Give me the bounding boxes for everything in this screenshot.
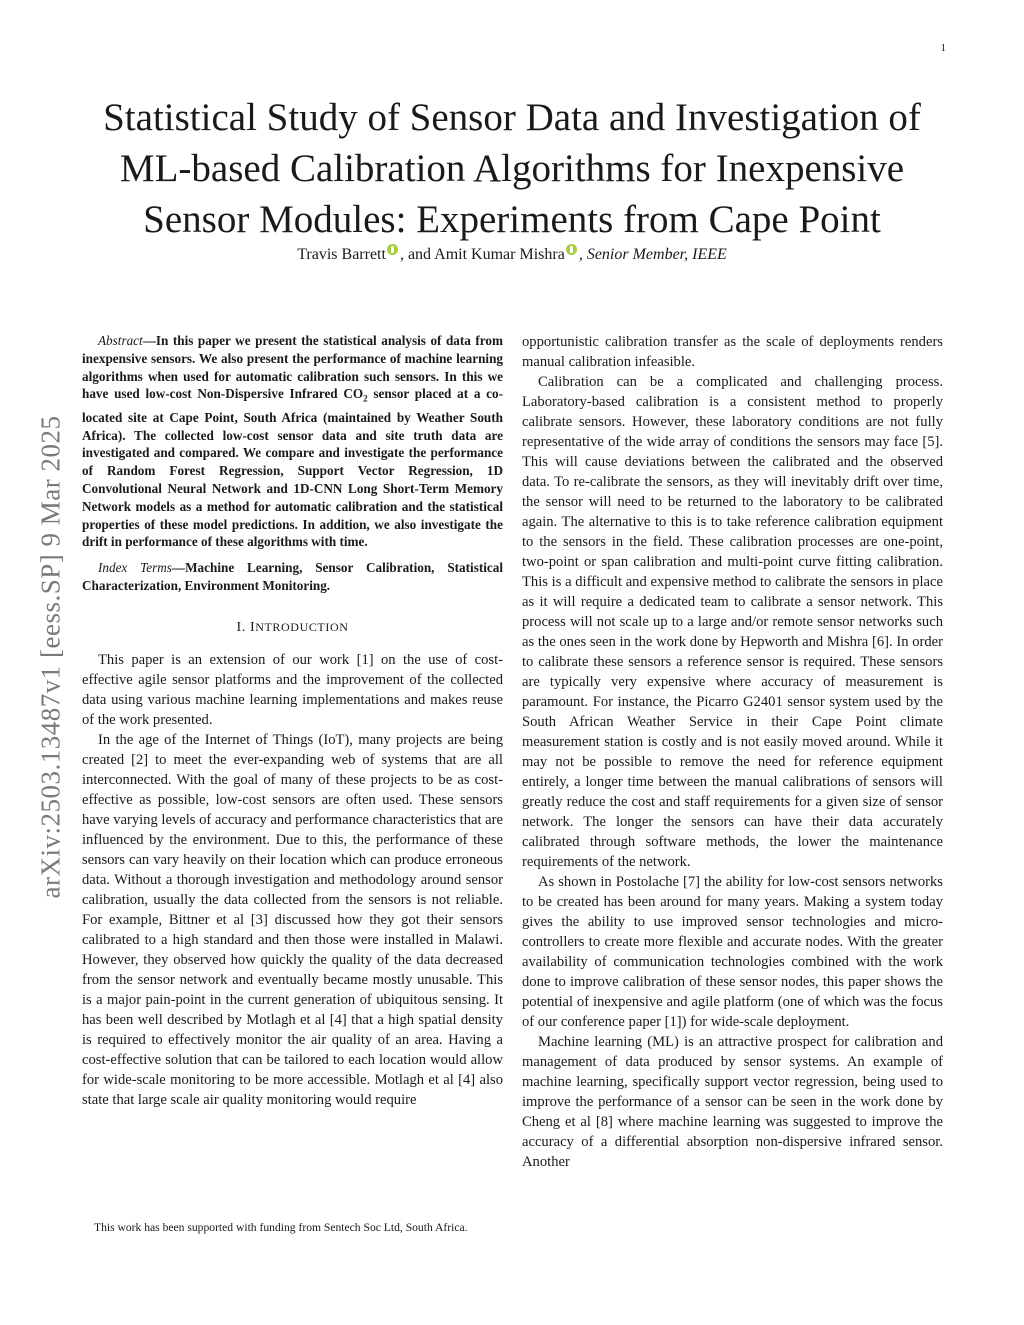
paragraph: Machine learning (ML) is an attractive prospect for calibration and management of data produced by sensor systems. An example of machine learning, specifically support vector regression, being used to improve the performance of a sensor can be seen in the work done by Cheng et al [8] where machine learning was suggested to improve the accuracy of a differential absorption non-dispersive infrared sensor. Another — [522, 1034, 943, 1170]
paragraph: As shown in Postolache [7] the ability for low-cost sensors networks to be created has been around for many years. Making a system today gives the ability to use improved sensor technologies and micro-controllers to create more flexible and accurate nodes. With the greater availability of communication technologies combined with the work done to improve calibration of these sensor nodes, this paper shows the potential of inexpensive and agile platform (one of which was the focus of our conference paper [1]) for wide-scale deployment. — [522, 874, 943, 1030]
paragraph: This paper is an extension of our work [1] on the use of cost-effective agile sensor platforms and the improvement of the collected data using various machine learning implementations and makes reuse of the work presented. — [82, 651, 503, 728]
title-line: Statistical Study of Sensor Data and Investigation of — [103, 96, 921, 139]
author-separator: , and — [399, 246, 435, 263]
footnote: This work has been supported with funding from Sentech Soc Ltd, South Africa. — [94, 1221, 468, 1234]
abstract: Abstract—In this paper we present the statistical analysis of data from inexpensive sensors. We also present the performance of machine learning algorithms when used for automatic calibration such sensors. In this we have used low-cost Non-Dispersive Infrared $CO_2$ sensor placed at a co-located site at Cape Point, South Africa (maintained by Weather South Africa). The collected low-cost sensor data and site truth data are investigated and compared. We compare and investigate the performance of Random Forest Regression, Support Vector Regression, 1D Convolutional Neural Network and 1D-CNN Long Short-Term Memory Network models as a method for automatic calibration and the statistical properties of these model predictions. In addition, we also investigate the drift in performance of these algorithms with time. — [82, 333, 503, 550]
paper-title — [60, 92, 964, 245]
arxiv-stamp — [36, 352, 66, 962]
index-terms-label: Index Terms — [98, 560, 172, 576]
orcid-icon[interactable] — [387, 244, 398, 255]
paragraph: Calibration can be a complicated and challenging process. Laboratory-based calibration is a consistent method to properly calibrate sensors. However, these laboratory conditions are not fully representative of the wide array of conditions the sensors may face [5]. This will cause deviations between the calibrated and the observed data. To re-calibrate the sensors, as they will inevitably drift over time, the sensor will need to be returned to the laboratory to be calibrated again. The alternative to this is to take reference calibration equipment to the sensors in the field. These calibration processes are one-point, two-point or span calibration and multi-point curve fitting calibration. This is a difficult and expensive method to calibrate the sensors in place as it will require a dedicated team to calibrate a sensor network. This process will not scale up to a large and/or remote sensor networks such as the ones seen in the work done by Hepworth and Mishra [6]. In order to calibrate these sensors a reference sensor is required. These sensors are typically very expensive where accuracy of measurement is paramount. For instance, the Picarro G2401 sensor system used by the South African Weather Service in their Cape Point climate measurement station is costly and is not easily moved around. While it may not be possible to remove the need for reference equipment entirely, a longer time between the manual calibrations of sensors will greatly reduce the cost and staff requirements for a given size of sensor network. The longer the sensors can have their data accurately calibrated through software methods, the lower the maintenance requirements of the network. — [522, 374, 943, 870]
author-name: Travis Barrett — [297, 246, 386, 263]
orcid-icon[interactable] — [566, 244, 577, 255]
paragraph: In the age of the Internet of Things (IoT), many projects are being created [2] to meet the ever-expanding web of systems that are all interconnected. With the goal of many of these projects to be as cost-effective as possible, low-cost sensors are often used. These sensors have varying levels of accuracy and performance characteristics that are influenced by the environment. Due to this, the performance of these sensors can vary heavily on their location which can produce erroneous data. Without a thorough investigation and methodology around sensor calibration, usually the data collected from the sensors is not reliable. For example, Bittner et al [3] discussed how they got their sensors calibrated to a high standard and then those were installed in Malawi. However, they observed how quickly the quality of the data decreased from the sensor network and eventually became mostly unusable. This is a major pain-point in the current generation of ubiquitous sensing. It has been well described by Motlagh et al [4] that a high spatial density is required to effectively monitor the air quality of an area. Having a cost-effective solution that can be tailored to each location would allow for wide-scale monitoring to be more accessible. Motlagh et al [4] also state that large scale air quality monitoring would require — [82, 731, 503, 1108]
author-name: Amit Kumar Mishra — [434, 246, 565, 263]
author-line — [60, 244, 964, 264]
title-line: ML-based Calibration Algorithms for Inexpensive — [119, 147, 905, 190]
index-terms: Index Terms—Machine Learning, Sensor Calibration, Statistical Characterization, Environment Monitoring. — [82, 560, 503, 593]
right-column — [522, 332, 943, 1172]
section-heading-introduction: I. INTRODUCTION — [236, 619, 349, 635]
author-affiliation: , Senior Member, IEEE — [578, 246, 727, 263]
abstract-label: Abstract — [98, 333, 143, 348]
page-number: 1 — [940, 42, 946, 54]
title-line: Sensor Modules: Experiments from Cape Point — [143, 198, 881, 241]
arxiv-stamp-text: arXiv:2503.13487v1 [eess.SP] 9 Mar 2025 — [35, 415, 66, 899]
paragraph: opportunistic calibration transfer as the scale of deployments renders manual calibration infeasible. — [522, 334, 943, 370]
left-column — [82, 332, 503, 1110]
